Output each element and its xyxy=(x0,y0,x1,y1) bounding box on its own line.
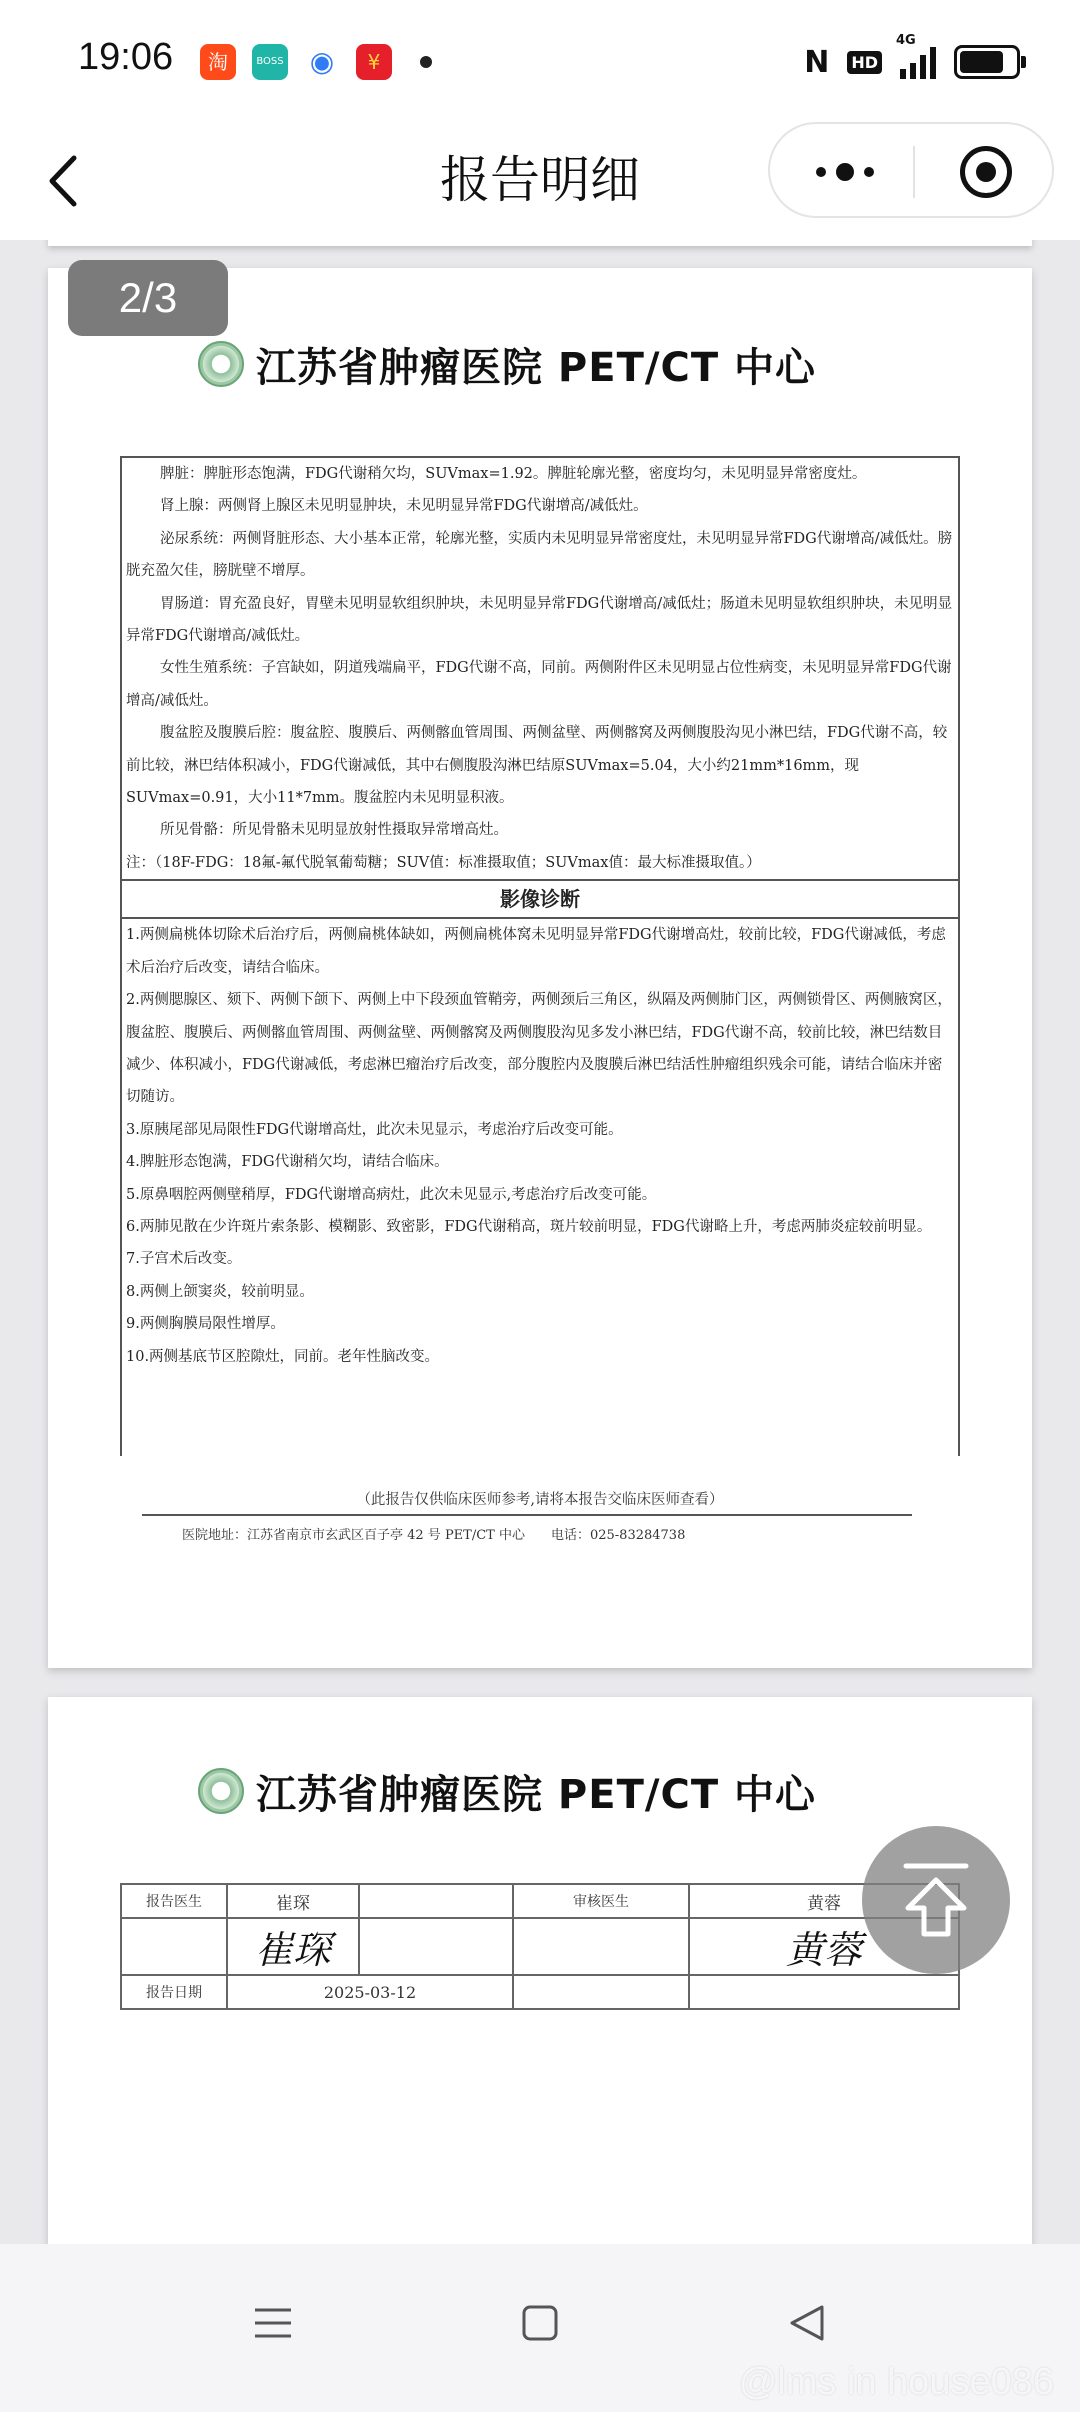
boss-icon: BOSS xyxy=(252,44,288,80)
report-page xyxy=(48,268,1032,1668)
hospital-address: 医院地址：江苏省南京市玄武区百子亭 42 号 PET/CT 中心 电话：025-83284738 xyxy=(182,1528,686,1543)
diagnosis-item: 5.原鼻咽腔两侧壁稍厚，FDG代谢增高病灶，此次未见显示,考虑治疗后改变可能。 xyxy=(126,1186,657,1203)
status-indicators xyxy=(804,33,1020,82)
diagnosis-item: 10.两侧基底节区腔隙灶，同前。老年性脑改变。 xyxy=(126,1348,440,1365)
home-button[interactable] xyxy=(519,2302,561,2344)
diagnosis-item: 9.两侧胸膜局限性增厚。 xyxy=(126,1316,285,1333)
finding-bones: 所见骨骼：所见骨骼未见明显放射性摄取异常增高灶。 xyxy=(160,822,508,839)
finding-adrenal: 肾上腺：两侧肾上腺区未见明显肿块，未见明显异常FDG代谢增高/减低灶。 xyxy=(160,498,648,515)
diagnosis-item: 7.子宫术后改变。 xyxy=(126,1251,242,1268)
menu-icon xyxy=(255,2310,291,2336)
finding-spleen: 脾脏：脾脏形态饱满，FDG代谢稍欠均，SUVmax=1.92。脾脏轮廓光整，密度均匀，未见明显异常密度灶。 xyxy=(160,466,867,482)
browser-icon: ◉ xyxy=(304,44,340,80)
finding-urinary: 泌尿系统：两侧肾脏形态、大小基本正常，轮廓光整，实质内未见明显异常密度灶，未见明显异常FDG代谢增高/减低灶。膀胱充盈欠佳，膀胱壁不增厚。 xyxy=(126,530,953,580)
triangle-back-icon xyxy=(792,2307,822,2339)
scroll-to-top-button[interactable] xyxy=(862,1826,1010,1974)
hospital-title: 江苏省肿瘤医院 PET/CT 中心 xyxy=(256,344,817,391)
signal-icon xyxy=(896,33,936,79)
page-indicator: 2/3 xyxy=(68,260,228,336)
nfc-icon: N xyxy=(804,44,830,80)
page-title: 报告明细 xyxy=(440,151,640,209)
watermark: @lms in house086 xyxy=(738,2361,1054,2403)
previous-page xyxy=(48,240,1032,246)
report-doctor-label: 报告医生 xyxy=(121,1884,227,1918)
capsule-divider xyxy=(913,146,915,198)
finding-female-reproductive: 女性生殖系统：子宫缺如，阴道残端扁平，FDG代谢不高，同前。两侧附件区未见明显占位性病变，未见明显异常FDG代谢增高/减低灶。 xyxy=(126,660,952,709)
signature-table xyxy=(120,1883,960,2010)
hospital-logo-icon xyxy=(198,1768,244,1814)
footer-divider xyxy=(142,1514,912,1516)
status-bar xyxy=(0,0,1080,122)
diagnosis-item: 8.两侧上颌窦炎，较前明显。 xyxy=(126,1283,314,1300)
diagnosis-item: 3.原胰尾部见局限性FDG代谢增高灶，此次未见显示，考虑治疗后改变可能。 xyxy=(126,1121,623,1138)
report-doctor-signature: 崔琛 xyxy=(227,1918,359,1975)
diagnosis-item: 6.两肺见散在少许斑片索条影、模糊影、致密影，FDG代谢稍高，斑片较前明显，FDG代谢略上升，考虑两肺炎症较前明显。 xyxy=(126,1218,932,1235)
nav-bar xyxy=(0,122,1080,240)
finding-abdomen-pelvis: 腹盆腔及腹膜后腔：腹盆腔、腹膜后、两侧髂血管周围、两侧盆壁、两侧髂窝及两侧腹股沟见小淋巴结，FDG代谢不高，较前比较，淋巴结体积减小，FDG代谢减低，其中右侧腹股沟淋巴结原SUVmax=5.04，大小约21mm*16mm，现SUVmax=0.91，大小11*7mm。腹盆腔内未见明显积液。 xyxy=(126,725,948,807)
close-miniprogram-button[interactable] xyxy=(960,146,1012,198)
battery-icon xyxy=(954,45,1020,79)
more-button[interactable] xyxy=(816,154,926,190)
reviewer-signature: 黄蓉 xyxy=(689,1918,959,1975)
network-type: 4G xyxy=(896,33,916,48)
hospital-logo-icon xyxy=(198,341,244,387)
diagnosis-item: 2.两侧腮腺区、颏下、两侧下颌下、两侧上中下段颈血管鞘旁，两侧颈后三角区，纵隔及两侧肺门区，两侧锁骨区、两侧腋窝区，腹盆腔、腹膜后、两侧髂血管周围、两侧盆壁、两侧髂窝及两侧腹股沟见多发小淋巴结，FDG代谢不高，较前比较，淋巴结数目减少、体积减小，FDG代谢减低，考虑淋巴瘤治疗后改变，部分腹腔内及腹膜后淋巴结活性肿瘤组织残余可能，请结合临床并密切随访。 xyxy=(126,992,952,1106)
menu-button[interactable] xyxy=(252,2302,294,2344)
diagnosis-heading: 影像诊断 xyxy=(122,879,958,919)
back-nav-button[interactable] xyxy=(786,2302,828,2344)
reviewer-name: 黄蓉 xyxy=(689,1884,959,1918)
diagnosis-item: 4.脾脏形态饱满，FDG代谢稍欠均，请结合临床。 xyxy=(126,1154,449,1171)
status-time: 19:06 xyxy=(78,36,174,78)
report-note: 注：（18F-FDG：18氟-氟代脱氧葡萄糖；SUV值：标准摄取值；SUVmax值：最大标准摄取值。） xyxy=(126,854,761,871)
redpacket-icon: ¥ xyxy=(356,44,392,80)
finding-gi: 胃肠道：胃充盈良好，胃壁未见明显软组织肿块，未见明显异常FDG代谢增高/减低灶；肠道未见明显软组织肿块，未见明显异常FDG代谢增高/减低灶。 xyxy=(126,595,953,645)
mini-program-capsule xyxy=(768,122,1054,218)
diagnosis-item: 1.两侧扁桃体切除术后治疗后，两侧扁桃体缺如，两侧扁桃体窝未见明显异常FDG代谢增高灶，较前比较，FDG代谢减低，考虑术后治疗后改变，请结合临床。 xyxy=(126,927,946,976)
report-doctor-name: 崔琛 xyxy=(227,1884,359,1918)
hd-icon: HD xyxy=(847,51,882,74)
report-date-label: 报告日期 xyxy=(121,1975,227,2009)
arrow-up-icon xyxy=(862,1826,1010,1974)
hospital-header xyxy=(198,334,818,394)
report-body xyxy=(120,456,960,1456)
hospital-header xyxy=(198,1761,818,1821)
system-nav-bar xyxy=(0,2244,1080,2412)
home-icon xyxy=(524,2307,556,2339)
report-disclaimer: （此报告仅供临床医师参考,请将本报告交临床医师查看） xyxy=(356,1492,724,1508)
notification-dot xyxy=(420,56,432,68)
reviewer-label: 审核医生 xyxy=(513,1884,689,1918)
taobao-icon: 淘 xyxy=(200,44,236,80)
hospital-title: 江苏省肿瘤医院 PET/CT 中心 xyxy=(256,1771,817,1818)
report-date: 2025-03-12 xyxy=(227,1975,513,2009)
